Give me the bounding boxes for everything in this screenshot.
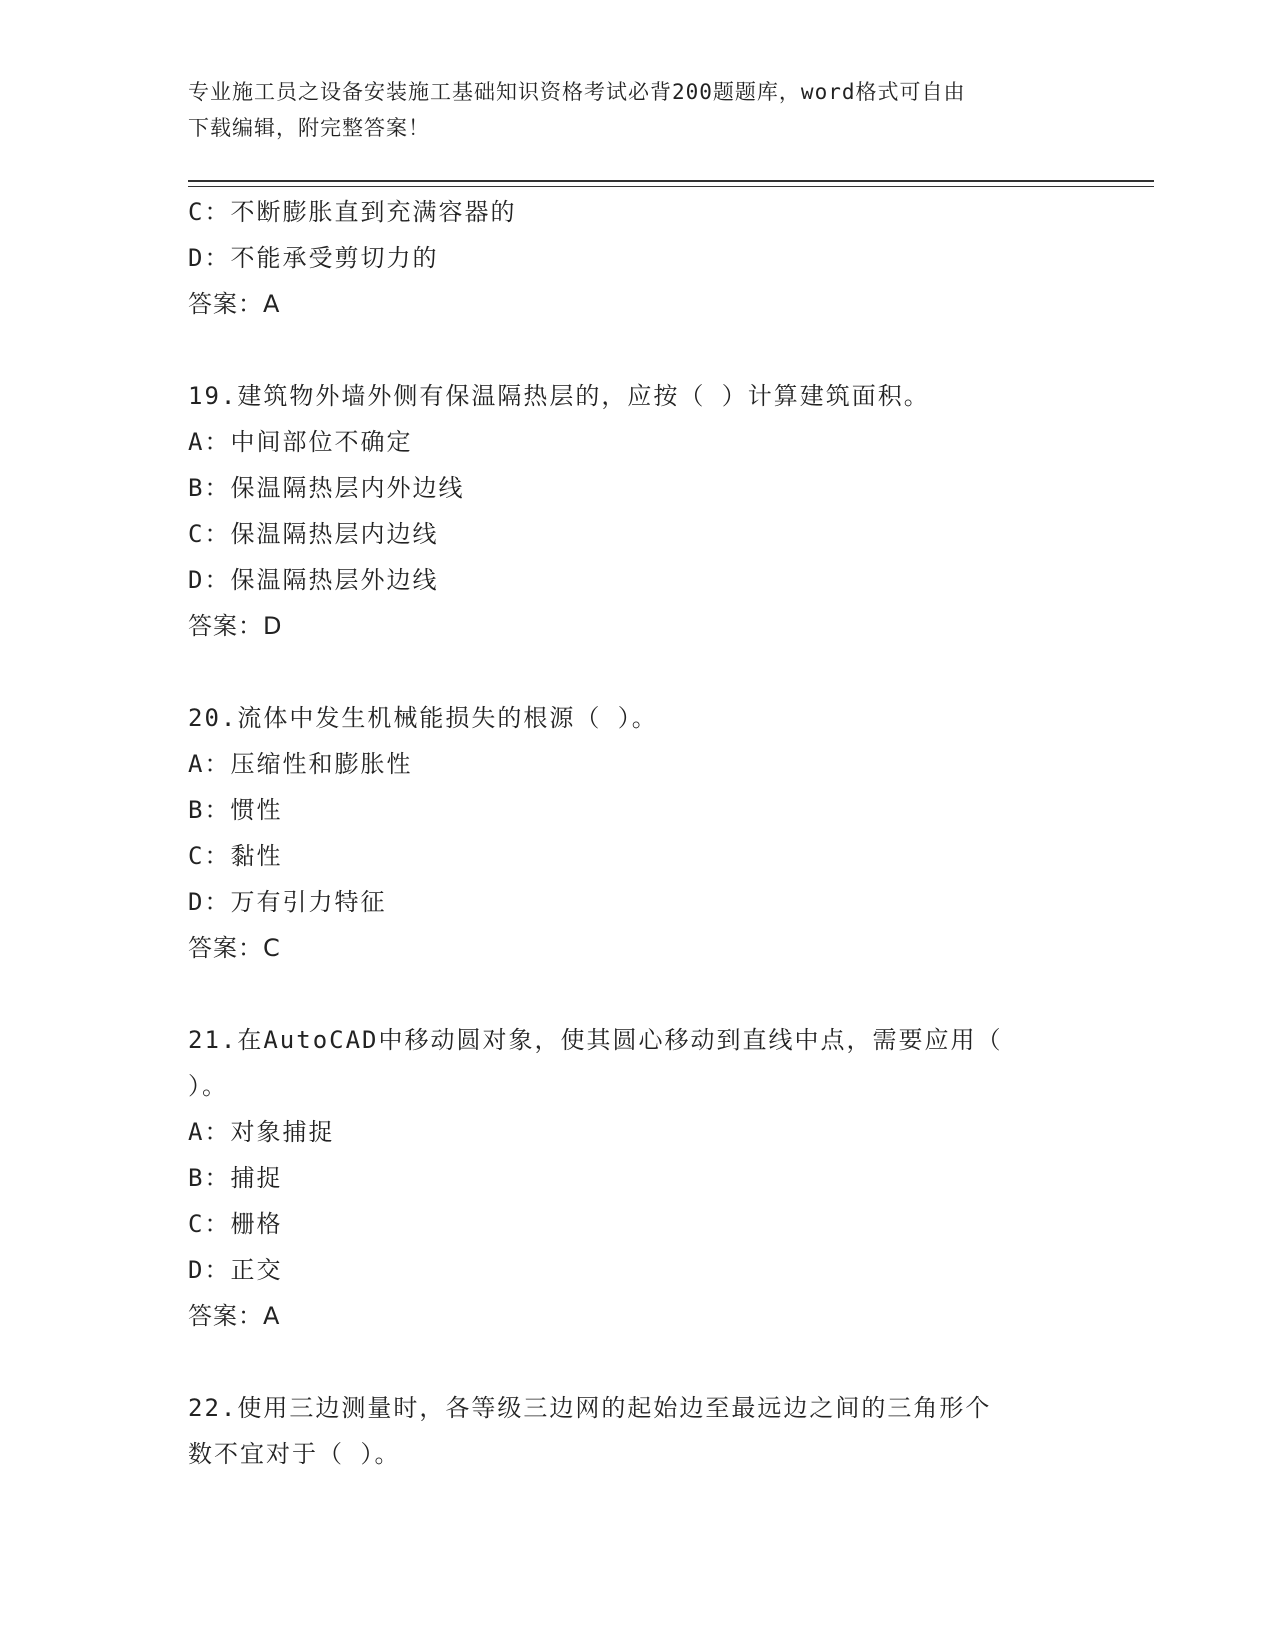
- question-22: [188, 1385, 1088, 1477]
- answer: 答案：D: [188, 612, 283, 640]
- answer: 答案：C: [188, 934, 281, 962]
- header-divider-thin: [188, 186, 1154, 187]
- option-d: D：万有引力特征: [188, 888, 387, 916]
- option-b: B：捕捉: [188, 1164, 283, 1192]
- question-list: [188, 189, 1088, 1477]
- question-title-line-2: ）。: [188, 1072, 228, 1100]
- option-d: D：不能承受剪切力的: [188, 244, 439, 272]
- option-d: D：保温隔热层外边线: [188, 566, 439, 594]
- question-title: 20.流体中发生机械能损失的根源（ ）。: [188, 704, 658, 732]
- question-title-line-2: 数不宜对于（ ）。: [188, 1440, 401, 1468]
- answer: 答案：A: [188, 290, 281, 318]
- question-19: [188, 373, 1088, 649]
- option-b: B：保温隔热层内外边线: [188, 474, 465, 502]
- option-d: D：正交: [188, 1256, 283, 1284]
- option-c: C：栅格: [188, 1210, 283, 1238]
- option-a: A：对象捕捉: [188, 1118, 335, 1146]
- question-21: [188, 1017, 1088, 1339]
- question-18-continued: [188, 189, 1088, 327]
- option-c: C：黏性: [188, 842, 283, 870]
- question-title: 19.建筑物外墙外侧有保温隔热层的，应按（ ）计算建筑面积。: [188, 382, 930, 410]
- question-title-line-1: 21.在AutoCAD中移动圆对象，使其圆心移动到直线中点，需要应用（: [188, 1026, 1003, 1054]
- question-20: [188, 695, 1088, 971]
- answer: 答案：A: [188, 1302, 281, 1330]
- option-c: C：保温隔热层内边线: [188, 520, 439, 548]
- option-a: A：中间部位不确定: [188, 428, 413, 456]
- header-line-1: 专业施工员之设备安装施工基础知识资格考试必背200题题库，word格式可自由: [188, 80, 966, 104]
- option-b: B：惯性: [188, 796, 283, 824]
- header-divider-thick: [188, 180, 1154, 182]
- option-c: C：不断膨胀直到充满容器的: [188, 198, 517, 226]
- option-a: A：压缩性和膨胀性: [188, 750, 413, 778]
- header-line-2: 下载编辑，附完整答案！: [188, 116, 430, 140]
- document-header: [188, 74, 1068, 146]
- question-title-line-1: 22.使用三边测量时，各等级三边网的起始边至最远边之间的三角形个: [188, 1394, 992, 1422]
